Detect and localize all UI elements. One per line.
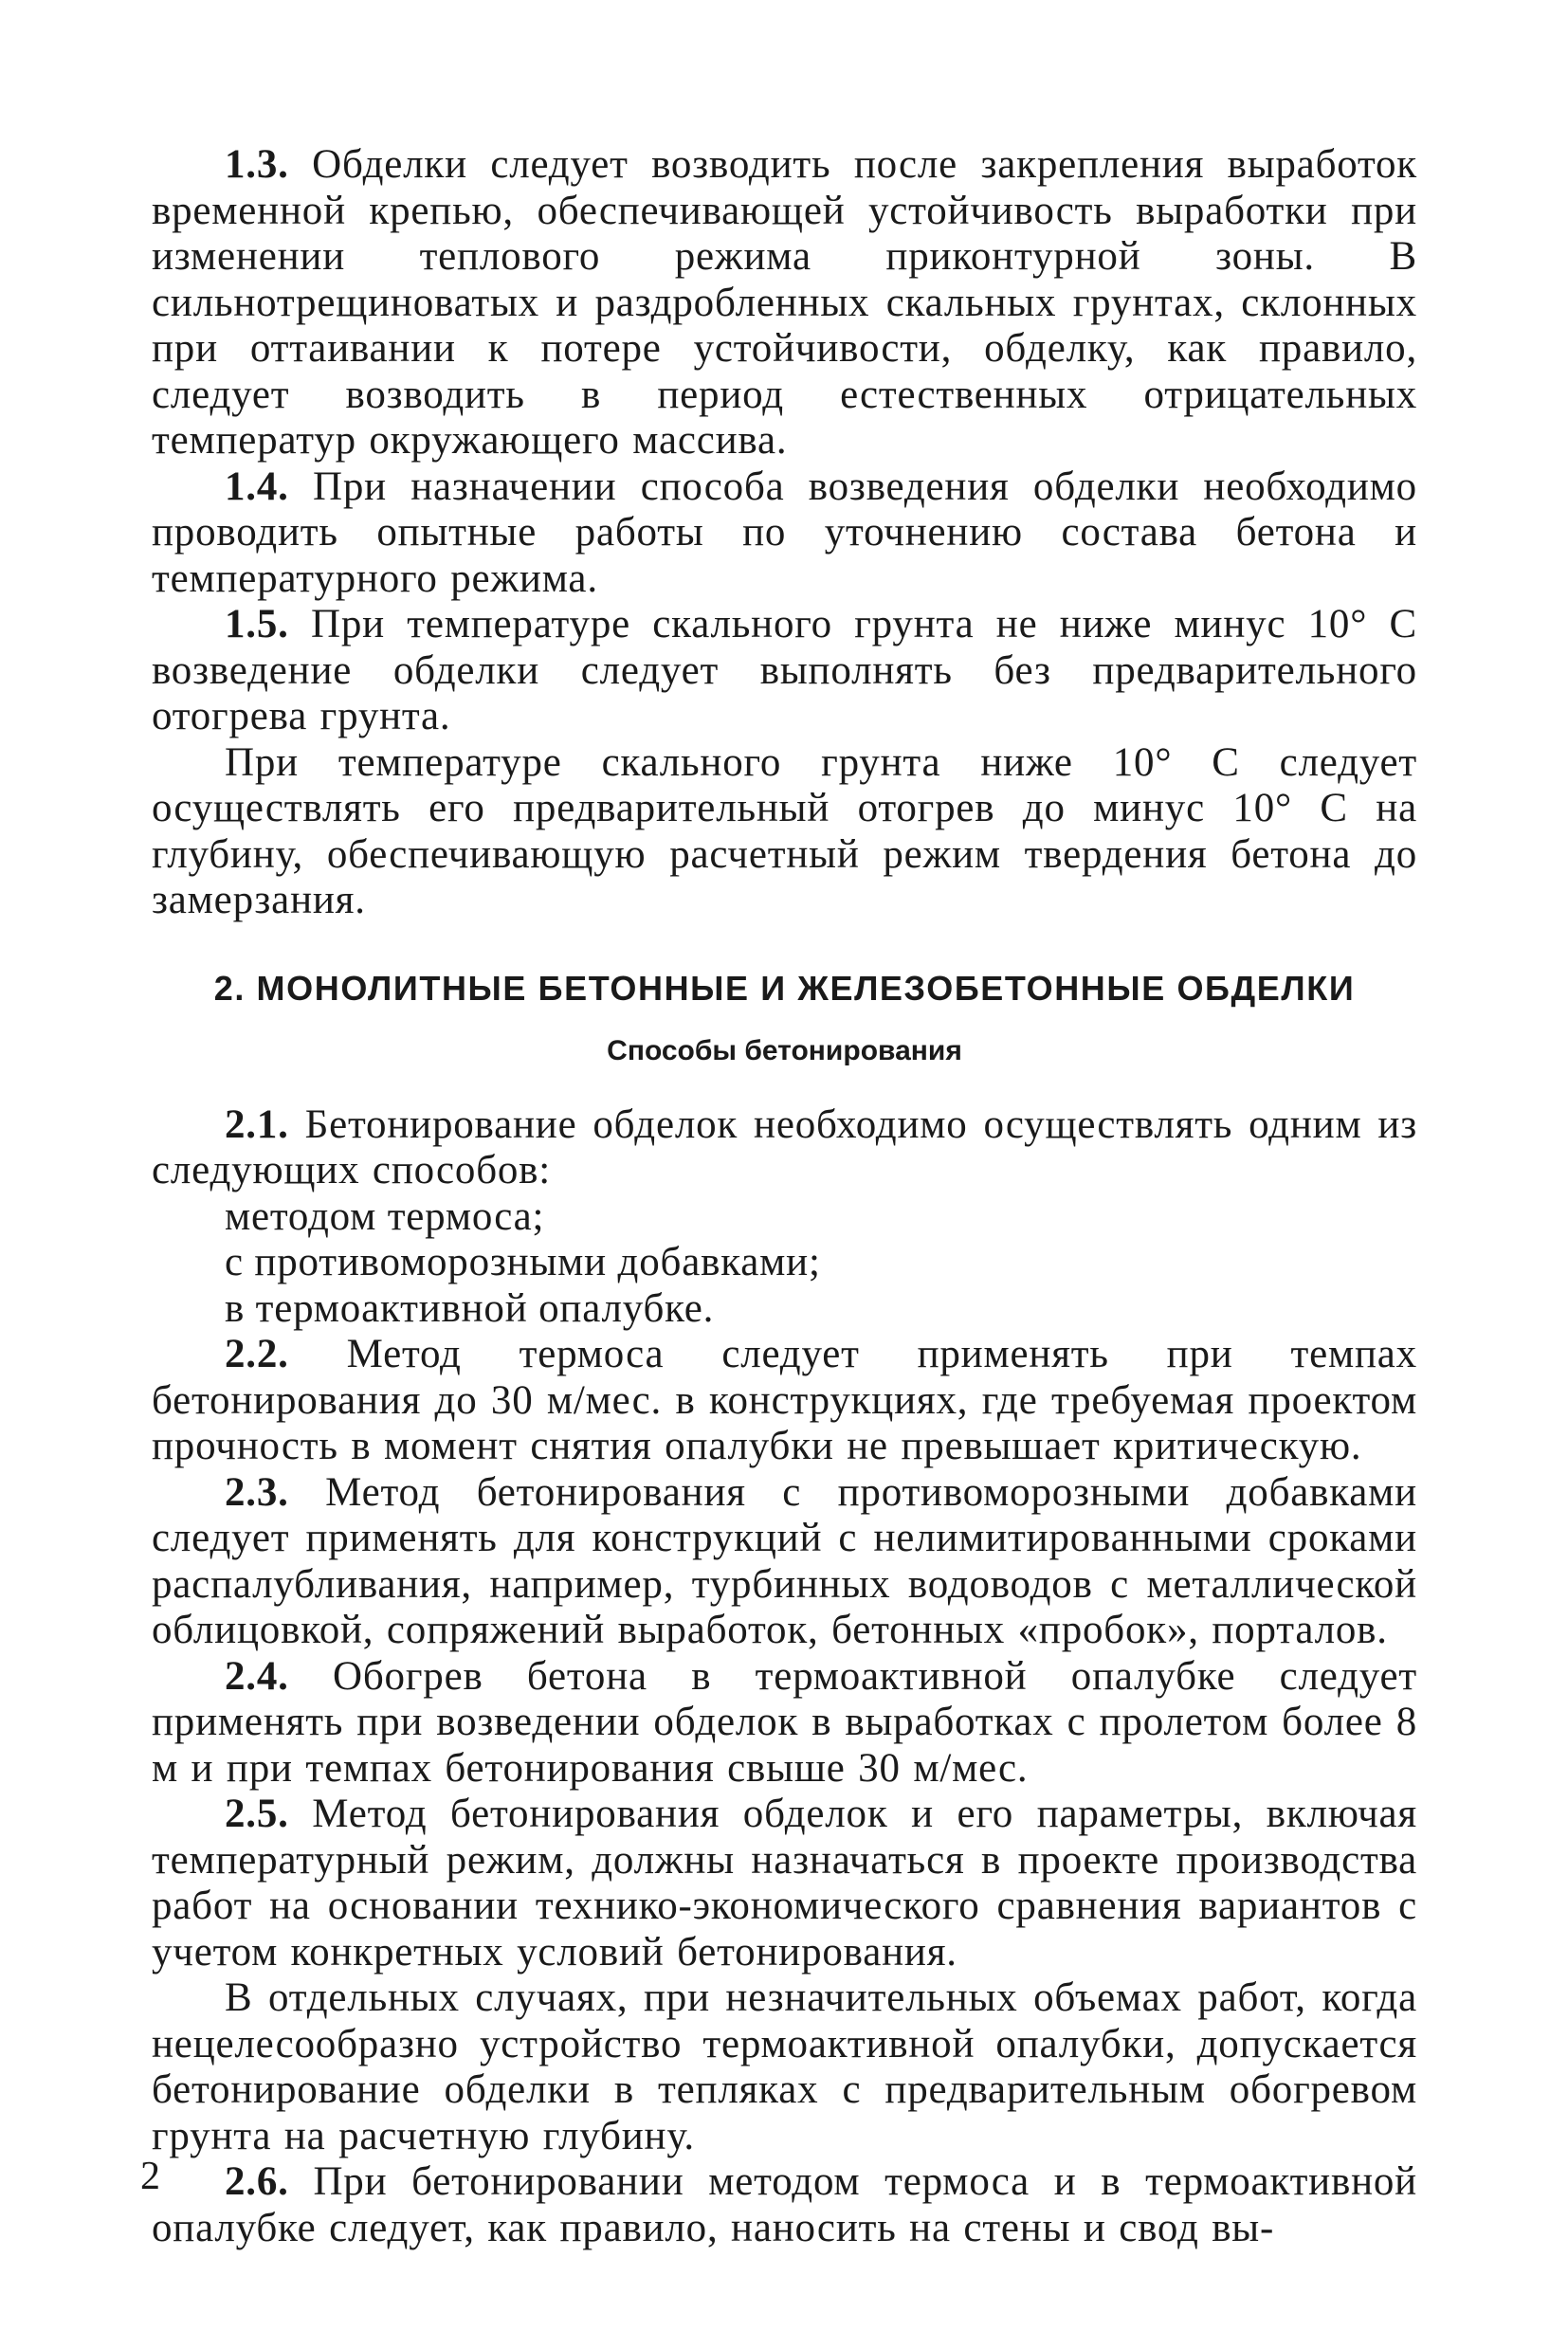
paragraph-text: При температуре скального грунта не ниже минус 10° С возведение обделки следует выполнять без предварительного отогрева грунта. — [152, 602, 1417, 738]
paragraph-text: Обделки следует возводить после закрепления выработок временной крепью, обеспечивающей устойчивость выработки при изменении теплового режима приконтурной зоны. В сильнотрещиноватых и раздробленных скальных грунтах, склонных при оттаивании к потере устойчивости, обделку, как правило, следует возводить в период естественных отрицательных температур окружающего массива. — [152, 142, 1417, 463]
paragraph-2-4 — [152, 1654, 1417, 1793]
paragraph-1-4 — [152, 464, 1417, 603]
section-heading: 2. МОНОЛИТНЫЕ БЕТОННЫЕ И ЖЕЛЕЗОБЕТОННЫЕ ОБДЕЛКИ — [213, 968, 1356, 1008]
paragraph-text: При температуре скального грунта ниже 10° С следует осуществлять его предварительный отогрев до минус 10° С на глубину, обеспечивающую расчетный режим твердения бетона до замерзания. — [152, 739, 1417, 922]
clause-number: 1.5. — [225, 602, 289, 646]
paragraph-2-1 — [152, 1102, 1417, 1194]
paragraph-text: Метод бетонирования с противоморозными добавками следует применять для конструкций с нелимитированными сроками распалубливания, например, турбинных водоводов с металлической облицовкой, сопряжений выработок, бетонных «пробок», порталов. — [152, 1469, 1417, 1652]
list-item: в термоактивной опалубке. — [225, 1285, 715, 1331]
clause-number: 2.6. — [225, 2159, 289, 2204]
clause-number: 2.2. — [225, 1332, 289, 1376]
list-item: методом термоса; — [225, 1193, 545, 1239]
clause-number: 1.4. — [225, 464, 289, 509]
paragraph-text: Обогрев бетона в термоактивной опалубке следует применять при возведении обделок в выработках с пролетом более 8 м и при темпах бетонирования свыше 30 м/мес. — [152, 1653, 1417, 1791]
paragraph-text: При бетонировании методом термоса и в термоактивной опалубке следует, как правило, наносить на стены и свод вы- — [152, 2159, 1417, 2250]
paragraph-1-3 — [152, 142, 1417, 464]
paragraph-2-5 — [152, 1792, 1417, 1975]
paragraph-2-2 — [152, 1332, 1417, 1470]
clause-number: 2.4. — [225, 1653, 289, 1699]
paragraph-1-5 — [152, 602, 1417, 740]
paragraph-2-6 — [152, 2159, 1417, 2251]
clause-number: 2.3. — [225, 1469, 289, 1515]
paragraph-text: Бетонирование обделок необходимо осуществлять одним из следующих способов: — [152, 1101, 1417, 1192]
list-item: с противоморозными добавками; — [225, 1240, 821, 1284]
paragraph-text: Метод бетонирования обделок и его параметры, включая температурный режим, должны назначаться в проекте производства работ на основании технико-экономического сравнения вариантов с учетом конкретных условий бетонирования. — [152, 1792, 1417, 1975]
paragraph-text: В отдельных случаях, при незначительных объемах работ, когда нецелесообразно устройство термоактивной опалубки, допускается бетонирование обделки в тепляках с предварительным обогревом грунта на расчетную глубину. — [152, 1975, 1417, 2158]
paragraph-1-5-continued — [152, 740, 1417, 924]
clause-number: 2.1. — [225, 1101, 289, 1147]
page-number: 2 — [140, 2155, 160, 2198]
sub-heading: Способы бетонирования — [607, 1034, 962, 1066]
document-page — [152, 142, 1417, 2251]
clause-number: 2.5. — [225, 1792, 289, 1836]
clause-number: 1.3. — [225, 142, 289, 187]
paragraph-text: При назначении способа возведения обделки необходимо проводить опытные работы по уточнению состава бетона и температурного режима. — [152, 464, 1417, 601]
paragraph-2-3 — [152, 1470, 1417, 1654]
paragraph-text: Метод термоса следует применять при темпах бетонирования до 30 м/мес. в конструкциях, где требуемая проектом прочность в момент снятия опалубки не превышает критическую. — [152, 1332, 1417, 1468]
paragraph-2-5-continued — [152, 1975, 1417, 2159]
